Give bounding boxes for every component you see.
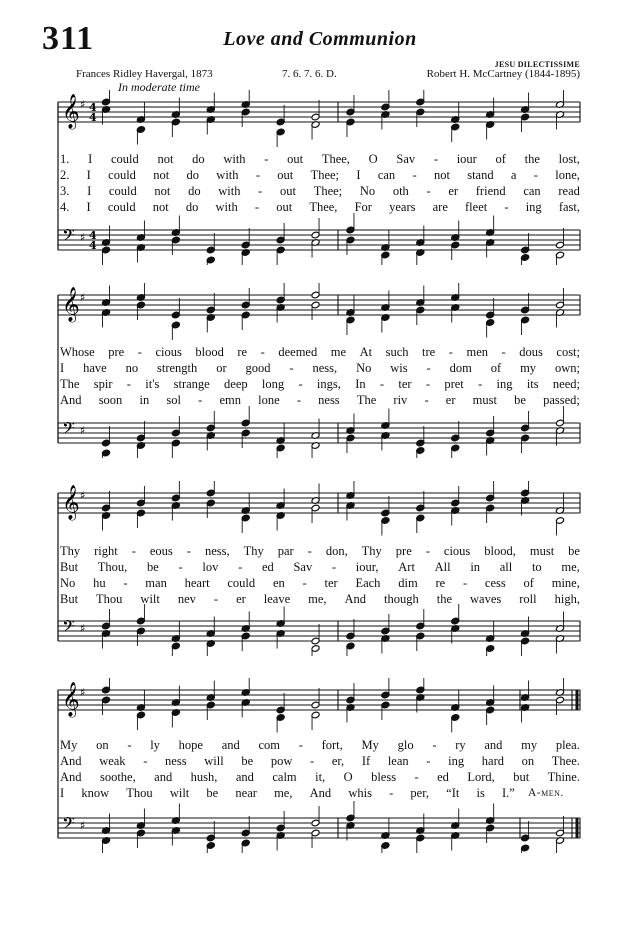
system-1-verse-2: 2. I could not do with - out Thee; I can - not stand a - lone, xyxy=(60,168,580,182)
svg-text:♯: ♯ xyxy=(80,819,86,832)
svg-text:4: 4 xyxy=(89,229,97,242)
svg-text:𝄢: 𝄢 xyxy=(62,616,75,640)
tune-name: JESU DILECTISSIME xyxy=(494,60,580,69)
svg-text:𝄞: 𝄞 xyxy=(62,287,80,322)
hymn-title: Love and Communion xyxy=(223,28,417,50)
system-3-verse-2: But Thou, be - lov - ed Sav - iour, Art All in all to me, xyxy=(60,560,580,574)
system-2-verse-2: I have no strength or good - ness, No wis - dom of my own; xyxy=(60,361,580,375)
svg-text:𝄢: 𝄢 xyxy=(62,418,75,442)
amen-label: A-men. xyxy=(528,787,564,799)
system-3-verse-4: But Thou wilt nev - er leave me, And though the waves roll high, xyxy=(60,592,580,606)
svg-text:♯: ♯ xyxy=(80,424,86,437)
svg-text:♯: ♯ xyxy=(80,489,86,502)
svg-text:4: 4 xyxy=(89,239,97,252)
system-2-verse-1: Whose pre - cious blood re - deemed me At such tre - men - dous cost; xyxy=(60,345,580,359)
tempo-marking: In moderate time xyxy=(118,80,200,94)
system-3-verse-1: Thy right - eous - ness, Thy par - don, Thy pre - cious blood, must be xyxy=(60,544,580,558)
system-1-verse-1: 1. I could not do with - out Thee, O Sav - iour of the lost, xyxy=(60,152,580,166)
system-3-verse-3: No hu - man heart could en - ter Each dim re - cess of mine, xyxy=(60,576,580,590)
svg-text:𝄢: 𝄢 xyxy=(62,225,75,249)
composer-credit: Robert H. McCartney (1844-1895) xyxy=(426,68,580,80)
system-2-verse-4: And soon in sol - emn lone - ness The riv - er must be passed; xyxy=(60,393,580,407)
system-4-verse-3: And soothe, and hush, and calm it, O bless - ed Lord, but Thine. xyxy=(60,770,580,784)
svg-text:𝄢: 𝄢 xyxy=(62,813,75,837)
svg-text:4: 4 xyxy=(89,111,97,124)
svg-text:♯: ♯ xyxy=(80,622,86,635)
author-credit: Frances Ridley Havergal, 1873 xyxy=(76,68,213,80)
svg-text:♯: ♯ xyxy=(80,291,86,304)
svg-text:𝄞: 𝄞 xyxy=(62,682,80,717)
svg-text:♯: ♯ xyxy=(80,231,86,244)
system-4-verse-1: My on - ly hope and com - fort, My glo - ry and my plea. xyxy=(60,738,580,752)
meter: 7. 6. 7. 6. D. xyxy=(282,68,337,80)
svg-text:4: 4 xyxy=(89,101,97,114)
system-2-verse-3: The spir - it's strange deep long - ings, In - ter - pret - ing its need; xyxy=(60,377,580,391)
svg-text:♯: ♯ xyxy=(80,686,86,699)
hymn-number: 311 xyxy=(42,20,95,57)
svg-text:♯: ♯ xyxy=(80,98,86,111)
system-4-verse-2: And weak - ness will be pow - er, If lean - ing hard on Thee. xyxy=(60,754,580,768)
system-1-verse-4: 4. I could not do with - out Thee, For years are fleet - ing fast, xyxy=(60,200,580,214)
system-4-verse-4: I know Thou wilt be near me, And whis - per, “It is I.” xyxy=(60,786,515,800)
svg-text:𝄞: 𝄞 xyxy=(62,94,80,129)
system-1-verse-3: 3. I could not do with - out Thee; No oth - er friend can read xyxy=(60,184,580,198)
svg-text:𝄞: 𝄞 xyxy=(62,485,80,520)
